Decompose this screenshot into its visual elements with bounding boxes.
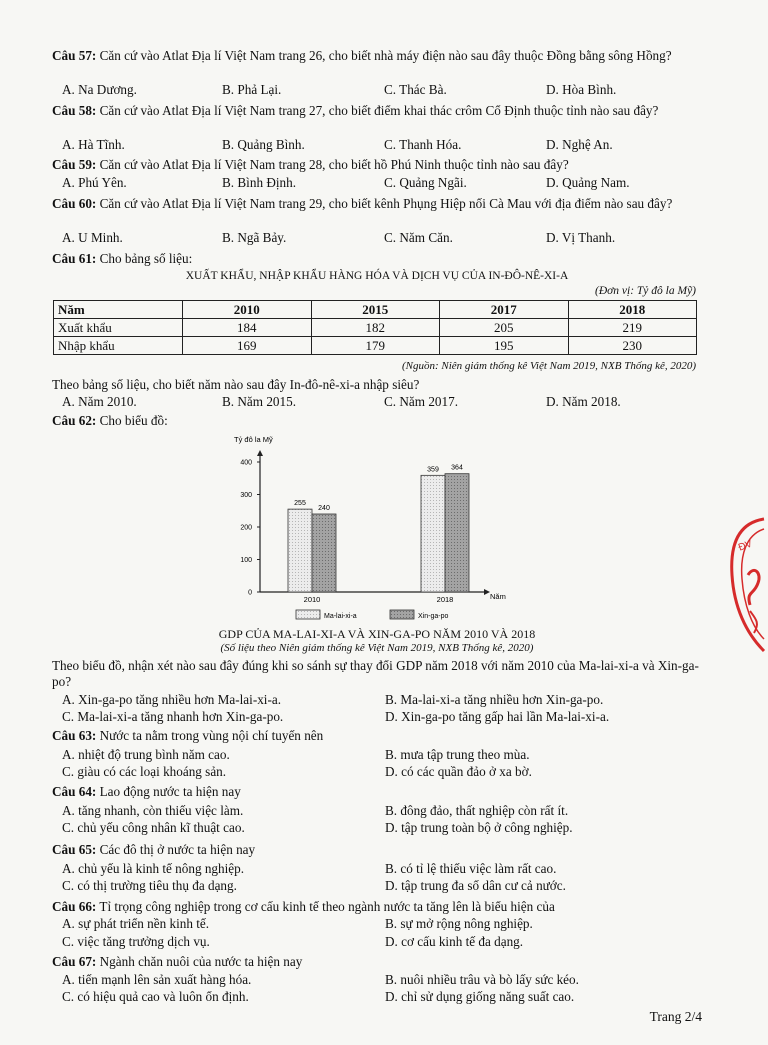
bar-xin-ga-po-2018 [445,474,469,592]
x-tick-label: 2010 [303,595,321,604]
option-b[interactable]: B. Quảng Bình. [222,137,305,152]
table-cell: 169 [183,337,312,355]
option-d[interactable]: D. chỉ sử dụng giống năng suất cao. [385,989,575,1004]
option-a[interactable]: A. Na Dương. [62,82,137,97]
question-text: Các đô thị ở nước ta hiện nay [99,842,256,857]
options-58 [62,137,702,153]
question-61-prompt: Theo bảng số liệu, cho biết năm nào sau đây In-đô-nê-xi-a nhập siêu? [52,377,420,392]
option-a[interactable]: A. Xin-ga-po tăng nhiều hơn Ma-lai-xi-a. [62,692,282,707]
question-67 [52,954,702,970]
option-d[interactable]: D. Hòa Bình. [546,82,617,97]
legend-label: Ma-lai-xi-a [324,613,357,620]
options-57 [62,82,702,98]
option-a[interactable]: A. Năm 2010. [62,394,137,409]
options-67-row2 [62,989,702,1005]
option-c[interactable]: C. việc tăng trưởng dịch vụ. [62,934,210,949]
option-d[interactable]: D. Năm 2018. [546,394,621,409]
table-cell: 195 [440,337,569,355]
question-text: Nước ta nằm trong vùng nội chí tuyến nên [99,728,324,743]
question-text: Cho bảng số liệu: [99,251,193,266]
option-b[interactable]: B. Ngã Bảy. [222,230,287,245]
table-cell: 205 [440,319,569,337]
question-text: Tỉ trọng công nghiệp trong cơ cấu kinh tế theo ngành nước ta tăng lên là biểu hiện của [99,899,555,914]
options-63-row1 [62,747,702,763]
question-66 [52,899,702,915]
question-label: Câu 63: [52,728,97,743]
option-a[interactable]: A. Hà Tĩnh. [62,137,125,152]
y-axis-label: Tỷ đô la Mỹ [234,435,273,444]
table-row [54,319,697,337]
bar-ma-lai-xi-a-2018 [421,475,445,592]
table-header-cell: 2018 [568,301,697,319]
legend-label: Xin-ga-po [418,613,449,620]
option-c[interactable]: C. có thị trường tiêu thụ đa dạng. [62,878,237,893]
options-59 [62,175,702,191]
options-66-row2 [62,934,702,950]
bar-value-label: 359 [427,466,439,474]
option-a[interactable]: A. chủ yếu là kinh tế nông nghiệp. [62,861,245,876]
options-60 [62,230,702,246]
option-d[interactable]: D. cơ cấu kinh tế đa dạng. [385,934,524,949]
question-57 [52,48,702,64]
chart-bars [288,465,469,592]
option-d[interactable]: D. có các quần đảo ở xa bờ. [385,764,532,779]
table-cell: 219 [568,319,697,337]
option-a[interactable]: A. tăng nhanh, còn thiếu việc làm. [62,803,244,818]
question-label: Câu 64: [52,784,97,799]
table-header-cell: 2015 [311,301,440,319]
question-text: Cho biểu đồ: [99,413,168,428]
table-title: XUẤT KHẨU, NHẬP KHẨU HÀNG HÓA VÀ DỊCH VỤ CỦA IN-ĐÔ-NÊ-XI-A [185,270,569,282]
question-62-prompt: Theo biểu đồ, nhận xét nào sau đây đúng khi so sánh sự thay đổi GDP năm 2018 với năm 2010 của Ma-lai-xi-a và Xin-ga-po? [52,658,699,689]
chart-source: (Số liệu theo Niên giám thống kê Việt Nam 2019, NXB Thống kê, 2020) [220,642,534,654]
option-b[interactable]: B. sự mở rộng nông nghiệp. [385,916,533,931]
option-c[interactable]: C. Ma-lai-xi-a tăng nhanh hơn Xin-ga-po. [62,709,284,724]
x-tick-labels [304,595,454,604]
question-label: Câu 61: [52,251,97,266]
option-b[interactable]: B. đông đảo, thất nghiệp còn rất ít. [385,803,569,818]
question-text: Căn cứ vào Atlat Địa lí Việt Nam trang 29, cho biết kênh Phụng Hiệp nối Cà Mau với địa điểm nào sau đây? [99,196,673,211]
options-63-row2 [62,764,702,780]
options-64-row2 [62,820,702,836]
table-cell: Xuất khẩu [54,319,183,337]
question-label: Câu 62: [52,413,97,428]
chart-caption: GDP CỦA MA-LAI-XI-A VÀ XIN-GA-PO NĂM 2010 VÀ 2018 [218,627,536,641]
data-table [53,300,697,355]
option-b[interactable]: B. Bình Định. [222,175,297,190]
options-62-row2 [62,709,702,725]
option-a[interactable]: A. U Minh. [62,230,123,245]
option-b[interactable]: B. Năm 2015. [222,394,296,409]
legend-swatch [296,610,320,619]
option-c[interactable]: C. chủ yếu công nhân kĩ thuật cao. [62,820,245,835]
options-67-row1 [62,972,702,988]
question-59 [52,157,702,173]
bar-value-label: 364 [451,464,463,472]
y-axis-arrow [257,450,263,456]
table-cell: Nhập khẩu [54,337,183,355]
table-header-row [54,301,697,319]
y-tick-label: 200 [240,524,252,532]
question-label: Câu 65: [52,842,97,857]
table-unit: (Đơn vị: Tỷ đô la Mỹ) [595,285,696,297]
question-text: Lao động nước ta hiện nay [99,784,241,799]
table-cell: 184 [183,319,312,337]
y-tick-label: 400 [240,459,252,467]
option-d[interactable]: D. Xin-ga-po tăng gấp hai lần Ma-lai-xi-a. [385,709,610,724]
question-label: Câu 57: [52,48,97,63]
question-60 [52,196,702,212]
table-cell: 182 [311,319,440,337]
options-65-row1 [62,861,702,877]
option-a[interactable]: A. tiến mạnh lên sản xuất hàng hóa. [62,972,252,987]
table-header-cell: 2017 [440,301,569,319]
question-label: Câu 59: [52,157,97,172]
option-c[interactable]: C. giàu có các loại khoáng sản. [62,764,227,779]
option-c[interactable]: C. Thanh Hóa. [384,137,462,152]
x-tick-label: 2018 [436,595,454,604]
option-c[interactable]: C. Quảng Ngãi. [384,175,467,190]
question-62 [52,413,702,429]
chart-legend [296,610,448,620]
bar-xin-ga-po-2010 [312,514,336,592]
option-b[interactable]: B. nuôi nhiều trâu và bò lấy sức kéo. [385,972,579,987]
bar-value-label: 255 [294,500,306,508]
question-label: Câu 67: [52,954,97,969]
option-c[interactable]: C. Năm 2017. [384,394,458,409]
bar-ma-lai-xi-a-2010 [288,509,312,592]
page-number: Trang 2/4 [649,1009,702,1024]
bar-value-label: 240 [318,505,330,512]
question-label: Câu 66: [52,899,97,914]
options-65-row2 [62,878,702,894]
options-66-row1 [62,916,702,932]
option-b[interactable]: B. Phả Lại. [222,82,282,97]
option-a[interactable]: A. nhiệt độ trung bình năm cao. [62,747,230,762]
question-text: Ngành chăn nuôi của nước ta hiện nay [99,954,303,969]
y-tick-label: 300 [240,492,252,499]
table-cell: 230 [568,337,697,355]
option-c[interactable]: C. có hiệu quả cao và luôn ổn định. [62,989,249,1004]
question-65 [52,842,702,858]
question-text: Căn cứ vào Atlat Địa lí Việt Nam trang 28, cho biết hồ Phú Ninh thuộc tỉnh nào sau đây? [99,157,569,172]
question-label: Câu 58: [52,103,97,118]
options-61 [62,394,702,410]
option-b[interactable]: B. mưa tập trung theo mùa. [385,747,530,762]
table-source: (Nguồn: Niên giám thống kê Việt Nam 2019, NXB Thống kê, 2020) [401,360,696,372]
option-c[interactable]: C. Năm Căn. [384,230,453,245]
option-d[interactable]: D. tập trung toàn bộ ở công nghiệp. [385,820,573,835]
gdp-bar-chart [228,430,518,626]
table-header-cell: Năm [54,301,183,319]
option-a[interactable]: A. sự phát triển nền kinh tế. [62,916,210,931]
question-64 [52,784,702,800]
legend-swatch [390,610,414,619]
option-d[interactable]: D. Vị Thanh. [546,230,616,245]
question-61 [52,251,702,267]
option-d[interactable]: D. Nghệ An. [546,137,613,152]
y-tick-label: 100 [240,557,252,564]
table-cell: 179 [311,337,440,355]
question-63 [52,728,702,744]
x-axis-label: Năm [490,592,506,601]
question-text: Căn cứ vào Atlat Địa lí Việt Nam trang 27, cho biết điểm khai thác crôm Cổ Định thuộc tỉnh nào sau đây? [99,103,659,118]
options-64-row1 [62,803,702,819]
option-b[interactable]: B. có tỉ lệ thiếu việc làm rất cao. [385,861,557,876]
option-c[interactable]: C. Thác Bà. [384,82,447,97]
option-d[interactable]: D. Quảng Nam. [546,175,630,190]
option-a[interactable]: A. Phú Yên. [62,175,127,190]
y-tick-label: 0 [248,589,252,597]
question-text: Căn cứ vào Atlat Địa lí Việt Nam trang 26, cho biết nhà máy điện nào sau đây thuộc Đồng bằng sông Hồng? [99,48,672,63]
red-seal-stamp [724,515,768,655]
table-row [54,337,697,355]
options-62-row1 [62,692,702,708]
question-58 [52,103,702,119]
question-label: Câu 60: [52,196,97,211]
stamp-text: ĐV [736,538,754,554]
option-b[interactable]: B. Ma-lai-xi-a tăng nhiều hơn Xin-ga-po. [385,692,604,707]
option-d[interactable]: D. tập trung đa số dân cư cả nước. [385,878,566,893]
table-header-cell: 2010 [183,301,312,319]
